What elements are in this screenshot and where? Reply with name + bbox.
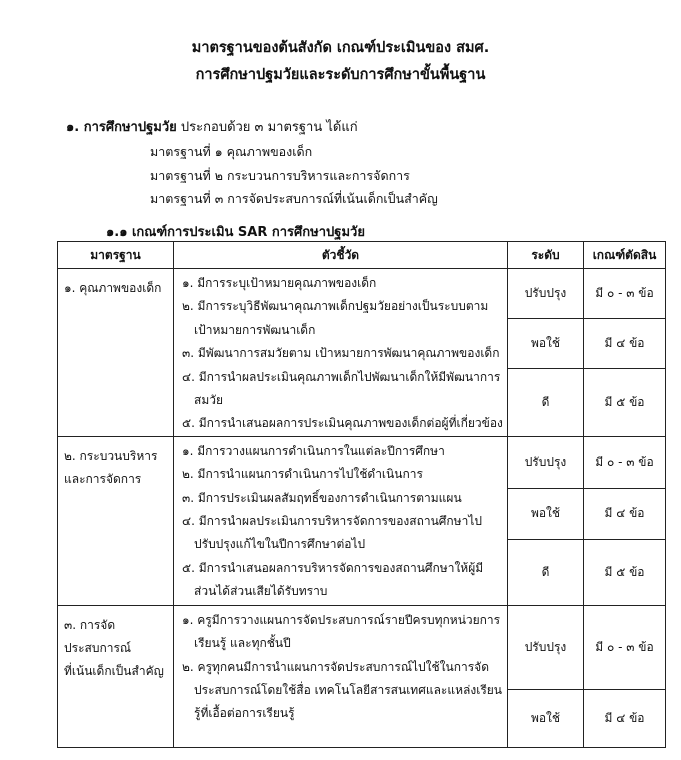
indicator-item: ๕. มีการนำเสนอผลการบริหารจัดการของสถานศึกษาให้ผู้มีส่วนได้ส่วนเสียได้รับทราบ <box>182 560 484 599</box>
document-title: มาตรฐานของต้นสังกัด เกณฑ์ประเมินของ สมศ. <box>191 40 490 56</box>
level-cell: พอใช้ <box>508 318 584 369</box>
document-subtitle: การศึกษาปฐมวัยและระดับการศึกษาขั้นพื้นฐาน <box>195 67 486 83</box>
indicator-item: ๕. มีการนำเสนอผลการประเมินคุณภาพของเด็กต่อผู้ที่เกี่ยวข้อง <box>182 416 503 431</box>
criteria-cell: มี ๐ - ๓ ข้อ <box>584 269 666 319</box>
standard-1-line: มาตรฐานที่ ๑ คุณภาพของเด็ก <box>150 144 313 159</box>
table-row <box>58 269 666 319</box>
indicator-item: ๓. มีพัฒนาการสมวัยตาม เป้าหมายการพัฒนาคุณภาพของเด็ก <box>182 346 500 361</box>
header-level: ระดับ <box>508 242 584 269</box>
standard-3-line: มาตรฐานที่ ๓ การจัดประสบการณ์ที่เน้นเด็กเป็นสำคัญ <box>150 191 438 206</box>
section-1-heading <box>66 116 358 137</box>
standard-label: ๑. คุณภาพของเด็ก <box>64 281 162 295</box>
indicator-item: ๒. ครูทุกคนมีการนำแผนการจัดประสบการณ์ไปใช้ในการจัดประสบการณ์โดยใช้สื่อ เทคโนโลยีสารสนเทศและแหล่งเรียนรู้ที่เอื้อต่อการเรียนรู้ <box>182 659 503 721</box>
header-indicator: ตัวชี้วัด <box>174 242 508 269</box>
standard-label: ๓. การจัดประสบการณ์ <box>64 617 132 655</box>
standard-cell <box>58 269 174 437</box>
level-cell: ปรับปรุง <box>508 269 584 319</box>
section-1-title: ๑. การศึกษาปฐมวัย <box>66 120 177 135</box>
standard-label: ๒. กระบวนบริหาร <box>64 448 158 463</box>
level-cell: พอใช้ <box>508 488 584 539</box>
header-criteria: เกณฑ์ตัดสิน <box>584 242 666 269</box>
section-1-intro: ประกอบด้วย ๓ มาตรฐาน ได้แก่ <box>180 120 358 135</box>
criteria-table <box>57 241 666 748</box>
criteria-cell: มี ๔ ข้อ <box>584 689 666 747</box>
subsection-heading: ๑.๑ เกณฑ์การประเมิน SAR การศึกษาปฐมวัย <box>106 225 365 240</box>
level-cell: ปรับปรุง <box>508 605 584 689</box>
criteria-cell: มี ๕ ข้อ <box>584 539 666 605</box>
standard-cell <box>58 605 174 747</box>
indicator-item: ๑. ครูมีการวางแผนการจัดประสบการณ์รายปีครบทุกหน่วยการเรียนรู้ และทุกชั้นปี <box>182 612 501 651</box>
indicator-cell <box>174 605 508 747</box>
standard-cell <box>58 436 174 605</box>
indicator-item: ๓. มีการประเมินผลสัมฤทธิ์ของการดำเนินการตามแผน <box>182 490 462 505</box>
indicator-cell <box>174 436 508 605</box>
table-header-row <box>58 242 666 269</box>
criteria-cell: มี ๐ - ๓ ข้อ <box>584 605 666 689</box>
level-cell: ดี <box>508 369 584 437</box>
header-standard: มาตรฐาน <box>58 242 174 269</box>
indicator-item: ๔. มีการนำผลประเมินการบริหารจัดการของสถานศึกษาไปปรับปรุงแก้ไขในปีการศึกษาต่อไป <box>182 514 482 552</box>
indicator-item: ๔. มีการนำผลประเมินคุณภาพเด็กไปพัฒนาเด็กให้มีพัฒนาการสมวัย <box>182 369 501 408</box>
criteria-cell: มี ๕ ข้อ <box>584 369 666 437</box>
criteria-cell: มี ๐ - ๓ ข้อ <box>584 436 666 488</box>
standard-label: และการจัดการ <box>64 471 142 486</box>
standard-label: ที่เน้นเด็กเป็นสำคัญ <box>64 663 164 678</box>
indicator-cell <box>174 269 508 437</box>
level-cell: ดี <box>508 539 584 605</box>
indicator-item: ๑. มีการวางแผนการดำเนินการในแต่ละปีการศึกษา <box>182 443 445 458</box>
standard-2-line: มาตรฐานที่ ๒ กระบวนการบริหารและการจัดการ <box>150 168 410 183</box>
indicator-item: ๑. มีการระบุเป้าหมายคุณภาพของเด็ก <box>182 276 377 290</box>
table-row <box>58 436 666 488</box>
level-cell: ปรับปรุง <box>508 436 584 488</box>
criteria-cell: มี ๔ ข้อ <box>584 488 666 539</box>
level-cell: พอใช้ <box>508 689 584 747</box>
criteria-cell: มี ๔ ข้อ <box>584 318 666 369</box>
table-row <box>58 605 666 689</box>
indicator-item: ๒. มีการระบุวิธีพัฒนาคุณภาพเด็กปฐมวัยอย่างเป็นระบบตามเป้าหมายการพัฒนาเด็ก <box>182 299 489 337</box>
indicator-item: ๒. มีการนำแผนการดำเนินการไปใช้ดำเนินการ <box>182 467 423 482</box>
